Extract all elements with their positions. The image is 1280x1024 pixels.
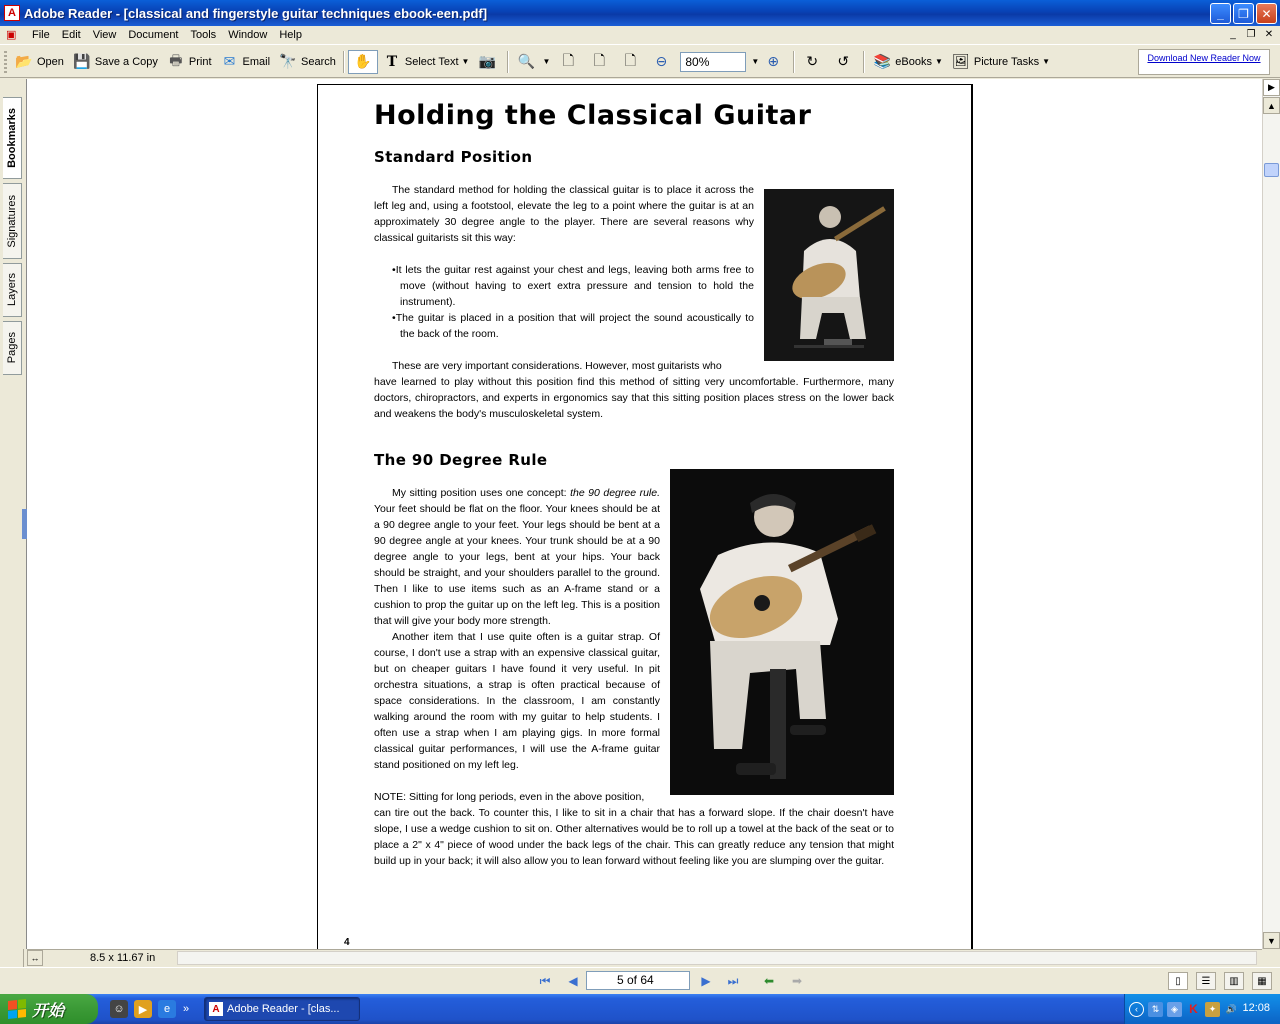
photo-90-degree-rule bbox=[670, 469, 894, 795]
rotate-clockwise-icon: ↻ bbox=[806, 53, 819, 69]
scroll-up-button[interactable]: ▲ bbox=[1263, 97, 1280, 114]
rotate-cw-button[interactable] bbox=[798, 50, 829, 74]
chevron-down-icon[interactable]: ▼ bbox=[542, 57, 551, 66]
print-button[interactable] bbox=[162, 50, 216, 74]
zoom-input[interactable]: 80% bbox=[680, 52, 746, 72]
bullet-item: • The guitar is placed in a position that will project the sound acoustically to the back of the room. bbox=[392, 310, 754, 342]
tab-pages[interactable] bbox=[3, 321, 22, 375]
picture-tasks-button[interactable] bbox=[947, 50, 1054, 74]
zoom-in-tool-button[interactable] bbox=[512, 50, 554, 74]
considerations-start: These are very important considerations. However, most guitarists who bbox=[392, 360, 722, 372]
hand-icon: ✋ bbox=[354, 53, 372, 69]
doc-close-button[interactable]: ✕ bbox=[1264, 29, 1274, 40]
taskbar-adobe-reader-label: Adobe Reader - [clas... bbox=[227, 1003, 340, 1015]
horizontal-scrollbar[interactable] bbox=[177, 951, 1257, 965]
page-fit-icon: 🗋 bbox=[593, 51, 605, 68]
quicklaunch-overflow-icon[interactable]: » bbox=[182, 1003, 190, 1015]
go-back-icon[interactable]: ⬅ bbox=[763, 974, 775, 988]
note-rest: can tire out the back. To counter this, I like to sit in a chair that has a forward slope. If the chair doesn't have slope, I use a wedge cushion to sit on. Other alternatives would be to roll up a towel at the back of the seat or to place a 2" x 4" piece of wood under the back legs of the chair. This can greatly reduce any tension that might build up in your back; it will also allow you to lean forward without feeling like you are slumping over the guitar. bbox=[374, 807, 894, 867]
fit-width-button[interactable] bbox=[616, 50, 647, 74]
select-text-button[interactable] bbox=[378, 50, 474, 74]
rule-emphasis: the 90 degree rule. bbox=[570, 487, 661, 499]
picture-tasks-label: Picture Tasks bbox=[973, 55, 1040, 68]
document-view[interactable] bbox=[27, 79, 1262, 949]
continuous-layout-button[interactable]: ☰ bbox=[1196, 972, 1216, 990]
save-icon: 💾 bbox=[73, 53, 91, 69]
navigation-pane-tabs bbox=[0, 79, 24, 967]
doc-restore-button[interactable]: ❐ bbox=[1246, 29, 1256, 40]
section-heading-standard: Standard Position bbox=[374, 148, 533, 166]
picture-icon: 🖼 bbox=[952, 53, 970, 69]
single-page-layout-button[interactable]: ▯ bbox=[1168, 972, 1188, 990]
standard-intro: The standard method for holding the classical guitar is to place it across the left leg and, using a footstool, elevate the leg to a point where the guitar is at an approximately 30 degree angle to the player. There are several reasons why classical guitarists sit this way: bbox=[374, 184, 754, 244]
search-button[interactable] bbox=[274, 50, 340, 74]
title-bar bbox=[0, 0, 1280, 26]
internet-explorer-icon[interactable]: e bbox=[158, 1000, 176, 1018]
windows-taskbar bbox=[0, 994, 1280, 1024]
tray-expand-icon[interactable]: ‹ bbox=[1129, 1002, 1144, 1017]
standard-text-block bbox=[374, 182, 754, 374]
open-button[interactable] bbox=[10, 50, 68, 74]
adobe-reader-icon: A bbox=[4, 5, 20, 21]
split-view-icon[interactable]: ↔ bbox=[27, 950, 43, 966]
previous-page-icon[interactable]: ◀ bbox=[568, 974, 578, 988]
quicklaunch-app-icon[interactable]: ☺ bbox=[110, 1000, 128, 1018]
binoculars-icon: 🔭 bbox=[279, 53, 297, 69]
page-actual-icon: 🗋 bbox=[562, 51, 574, 68]
close-button[interactable]: ✕ bbox=[1256, 3, 1277, 24]
snapshot-button[interactable] bbox=[473, 50, 504, 74]
document-icon[interactable]: ▣ bbox=[6, 29, 17, 41]
save-copy-button[interactable] bbox=[68, 50, 162, 74]
email-label: Email bbox=[242, 55, 271, 68]
menu-document[interactable]: Document bbox=[128, 29, 179, 41]
tab-bookmarks-label: Bookmarks bbox=[6, 108, 18, 168]
page-number: 4 bbox=[344, 937, 350, 948]
actual-size-button[interactable] bbox=[554, 50, 585, 74]
toolbar-grip[interactable] bbox=[4, 51, 7, 73]
first-page-icon[interactable]: ⏮ bbox=[539, 973, 551, 988]
go-forward-icon[interactable]: ➡ bbox=[791, 974, 803, 988]
navigation-bar bbox=[0, 967, 1280, 994]
menu-help[interactable]: Help bbox=[279, 29, 302, 41]
tab-layers-label: Layers bbox=[6, 273, 18, 307]
ninety-degree-para-1 bbox=[374, 485, 660, 629]
tab-layers[interactable] bbox=[3, 263, 22, 317]
print-label: Print bbox=[188, 55, 212, 68]
vertical-scrollbar[interactable] bbox=[1262, 79, 1280, 949]
ninety-degree-text bbox=[374, 485, 660, 805]
section-heading-90-degree: The 90 Degree Rule bbox=[374, 451, 548, 469]
ebook-icon: 📚 bbox=[873, 53, 891, 69]
considerations-rest: have learned to play without this position find this method of sitting very uncomfortable. Furthermore, many doctors, chiropractors, and experts in ergonomics say that this sitting position places stress on the lower back and weakens the body's musculoskeletal system. bbox=[374, 376, 894, 420]
volume-icon[interactable]: 🔊 bbox=[1225, 1003, 1238, 1014]
photo-standard-position bbox=[764, 189, 894, 361]
clock: 12:08 bbox=[1242, 1002, 1270, 1014]
media-player-icon[interactable]: ▶ bbox=[134, 1000, 152, 1018]
pdf-page bbox=[317, 84, 973, 949]
scroll-right-arrow-icon[interactable]: ▶ bbox=[1263, 79, 1280, 96]
windows-logo-icon bbox=[8, 999, 26, 1019]
toolbar-separator bbox=[793, 51, 795, 73]
adobe-reader-task-icon: A bbox=[209, 1002, 223, 1016]
input-method-icon[interactable]: ✦ bbox=[1205, 1002, 1220, 1017]
rotate-counterclockwise-icon: ↺ bbox=[837, 53, 850, 69]
note-start: NOTE: Sitting for long periods, even in the above position, bbox=[374, 791, 645, 803]
toolbar-separator bbox=[507, 51, 509, 73]
tab-signatures[interactable] bbox=[3, 183, 22, 259]
menu-view[interactable]: View bbox=[92, 29, 117, 41]
ebooks-button[interactable] bbox=[868, 50, 947, 74]
network-icon[interactable]: ⇅ bbox=[1148, 1002, 1163, 1017]
open-folder-icon: 📂 bbox=[15, 53, 33, 69]
toolbar-separator bbox=[343, 51, 345, 73]
menu-bar bbox=[0, 26, 1280, 45]
printer-icon: 🖶 bbox=[169, 51, 183, 68]
toolbar bbox=[0, 46, 1280, 78]
note-text bbox=[374, 805, 894, 869]
page-title: Holding the Classical Guitar bbox=[374, 100, 812, 131]
text-cursor-icon: T bbox=[386, 53, 398, 70]
minus-circle-icon: ⊖ bbox=[655, 53, 668, 69]
scroll-down-button[interactable]: ▼ bbox=[1263, 932, 1280, 949]
magnifier-icon: 🔍 bbox=[517, 53, 536, 69]
guitar-strap-para: Another item that I use quite often is a guitar strap. Of course, I don't use a strap with an expensive classical guitar, but on cheaper guitars I have found it very useful. In pit orchestra situations, a strap is often practical because of space considerations. In the classroom, I am constantly walking around the room with my guitar to help students. I often use a strap when I am playing gigs. In more formal classical guitar performances, I will use the A-frame guitar stand positioned on my left leg. bbox=[374, 631, 660, 771]
download-reader-link[interactable]: Download New Reader Now bbox=[1138, 49, 1270, 75]
guitarist-photo-2 bbox=[670, 469, 894, 795]
toolbar-separator bbox=[863, 51, 865, 73]
system-tray bbox=[1124, 994, 1280, 1024]
window-title: Adobe Reader - [classical and fingerstyle guitar techniques ebook-een.pdf] bbox=[24, 5, 488, 21]
horizontal-bar bbox=[27, 949, 1262, 966]
rotate-ccw-button[interactable] bbox=[829, 50, 860, 74]
menu-tools[interactable]: Tools bbox=[190, 29, 217, 41]
chevron-down-icon[interactable]: ▼ bbox=[1042, 57, 1051, 66]
bullet-item: • It lets the guitar rest against your chest and legs, leaving both arms free to move (without having to exert extra pressure and tension to hold the instrument). bbox=[392, 262, 754, 310]
start-label: 开始 bbox=[32, 1002, 65, 1020]
camera-icon: 📷 bbox=[478, 53, 497, 69]
email-button[interactable] bbox=[216, 50, 275, 74]
zoom-dropdown-icon[interactable]: ▼ bbox=[751, 57, 760, 66]
maximize-button[interactable]: ❐ bbox=[1233, 3, 1254, 24]
page-width-icon: 🗋 bbox=[624, 51, 636, 68]
plus-circle-icon: ⊕ bbox=[767, 53, 780, 69]
chevron-down-icon[interactable]: ▼ bbox=[934, 57, 943, 66]
taskbar-adobe-reader[interactable] bbox=[204, 997, 360, 1021]
facing-layout-button[interactable]: ▥ bbox=[1224, 972, 1244, 990]
last-page-icon[interactable]: ⏭ bbox=[727, 973, 739, 988]
chevron-down-icon[interactable]: ▼ bbox=[461, 57, 470, 66]
doc-minimize-button[interactable]: _ bbox=[1230, 29, 1236, 40]
rule-intro: My sitting position uses one concept: bbox=[392, 487, 571, 499]
bullet-list bbox=[392, 262, 754, 342]
vertical-scroll-thumb[interactable] bbox=[1264, 163, 1279, 177]
guitarist-photo-1 bbox=[764, 189, 894, 361]
save-copy-label: Save a Copy bbox=[94, 55, 158, 68]
rule-body: Your feet should be flat on the floor. Your knees should be at a 90 degree angle to your feet. Your legs should be bent at a 90 degree angle at your knees. Your trunk should be at a 90 degree angle to your legs, bent at your hips. Your back should be straight, and your shoulders parallel to the ground. Then I like to use items such as an A-frame stand or a cushion to prop the guitar up on the left leg. This is a position that will give your body more strength. bbox=[374, 503, 660, 627]
next-page-icon[interactable]: ▶ bbox=[701, 974, 711, 988]
email-icon: ✉ bbox=[223, 53, 236, 69]
page-size-indicator: 8.5 x 11.67 in bbox=[90, 952, 156, 964]
tab-signatures-label: Signatures bbox=[6, 194, 18, 248]
menu-file[interactable]: File bbox=[32, 29, 50, 41]
open-label: Open bbox=[37, 55, 64, 68]
page-number-input[interactable]: 5 of 64 bbox=[586, 971, 690, 990]
select-text-label: Select Text bbox=[404, 55, 459, 68]
tab-bookmarks[interactable] bbox=[3, 97, 22, 179]
hand-tool-button[interactable] bbox=[348, 50, 378, 74]
tab-pages-label: Pages bbox=[6, 332, 18, 364]
considerations-text bbox=[374, 374, 894, 422]
zoom-out-button[interactable] bbox=[647, 50, 678, 74]
security-icon[interactable]: ◈ bbox=[1167, 1002, 1182, 1017]
continuous-facing-layout-button[interactable]: ▦ bbox=[1252, 972, 1272, 990]
menu-edit[interactable]: Edit bbox=[61, 29, 81, 41]
antivirus-icon[interactable]: K bbox=[1189, 1002, 1198, 1016]
search-label: Search bbox=[301, 55, 336, 68]
ebooks-label: eBooks bbox=[895, 55, 932, 68]
start-button[interactable] bbox=[0, 994, 98, 1024]
zoom-in-button[interactable] bbox=[759, 50, 790, 74]
minimize-button[interactable]: _ bbox=[1210, 3, 1231, 24]
fit-page-button[interactable] bbox=[585, 50, 616, 74]
menu-window[interactable]: Window bbox=[228, 29, 268, 41]
